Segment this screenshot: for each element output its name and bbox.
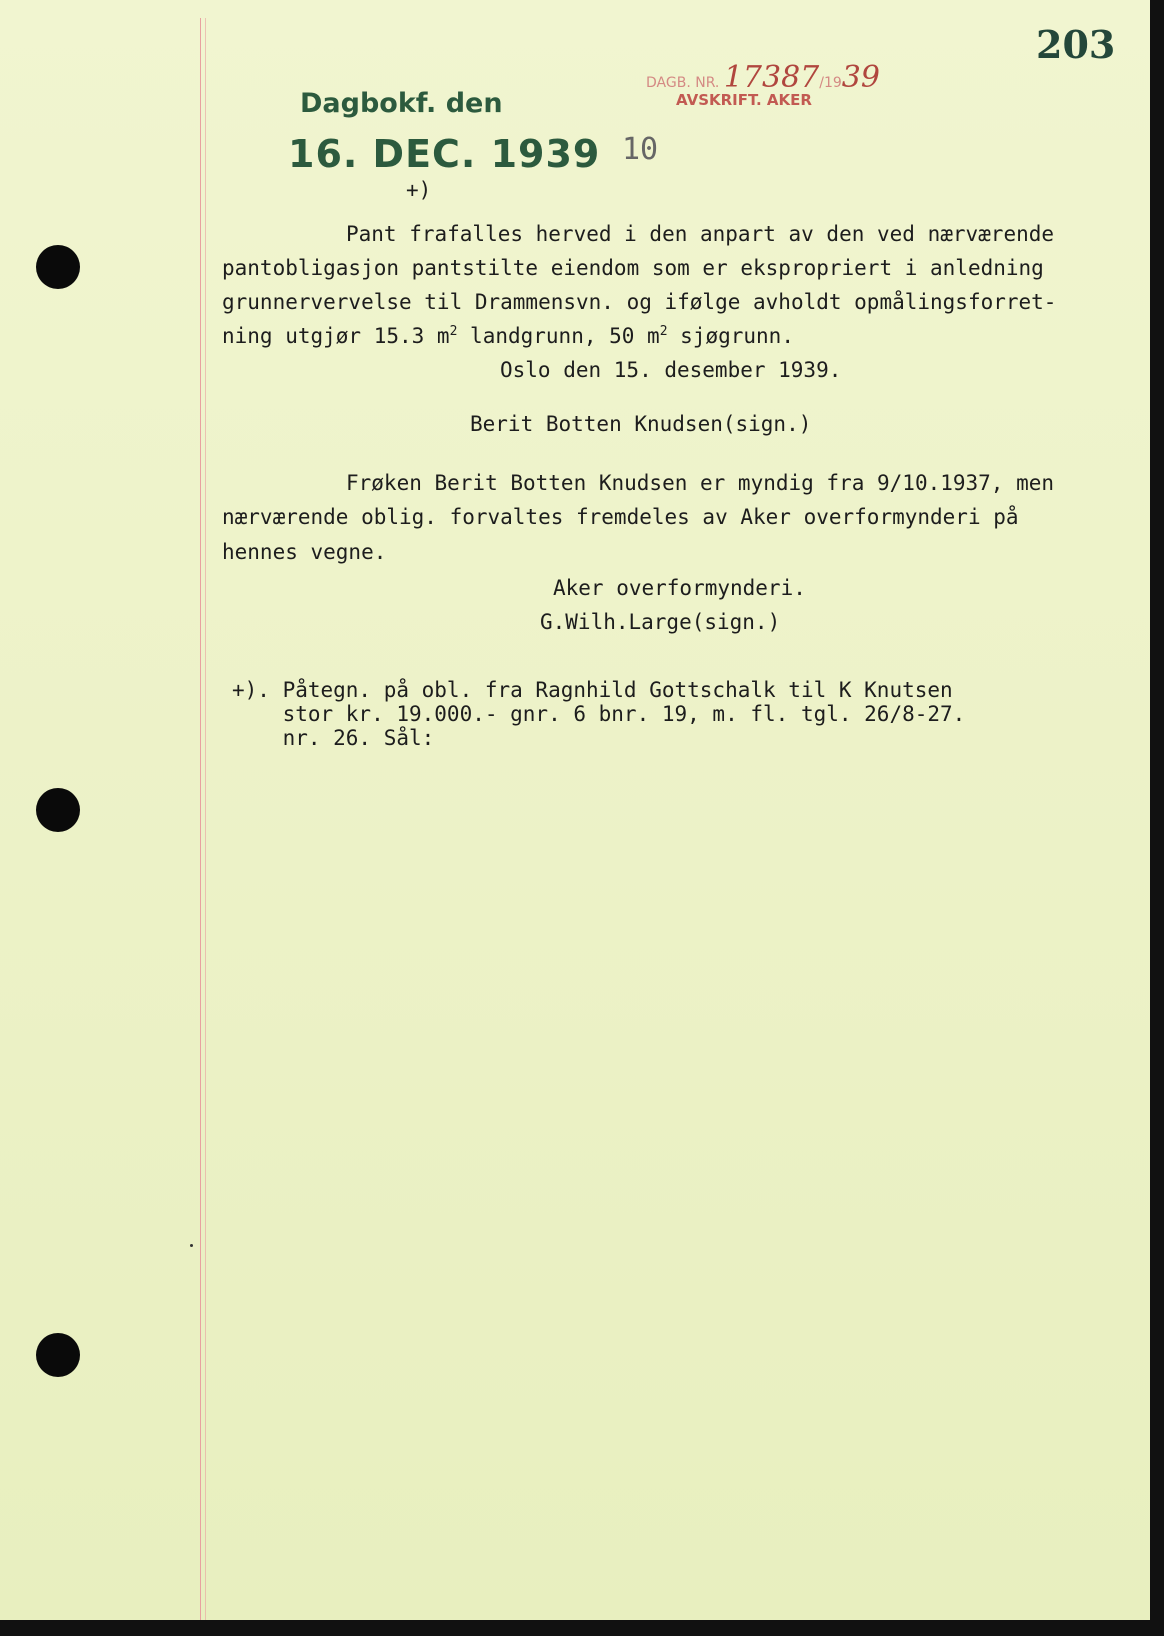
footnote-marker: +): [406, 178, 432, 202]
paragraph2-line3: hennes vegne.: [222, 540, 387, 564]
registered-stamp-label: Dagbokf. den: [300, 88, 503, 119]
place-date: Oslo den 15. desember 1939.: [500, 358, 842, 382]
superscript-two: 2: [659, 324, 668, 339]
paragraph1-line2: pantobligasjon pantstilte eiendom som er ekspropriert i anledning: [222, 256, 1044, 280]
number-mark: 10: [622, 132, 659, 167]
paragraph1-line1: Pant frafalles herved i den anpart av den ved nærværende: [346, 222, 1055, 246]
superscript-two: 2: [449, 324, 458, 339]
footnote-line3: nr. 26. Sål:: [232, 726, 435, 750]
footnote-line1: +). Påtegn. på obl. fra Ragnhild Gottschalk til K Knutsen: [232, 678, 953, 702]
dagb-nr-value: 17387: [723, 60, 820, 95]
paragraph1-line4-c: sjøgrunn.: [667, 324, 794, 348]
margin-line-secondary: [205, 18, 206, 1620]
paragraph2-line1: Frøken Berit Botten Knudsen er myndig fra 9/10.1937, men: [346, 471, 1055, 495]
authority-name: Aker overformynderi.: [553, 576, 806, 600]
dagb-year-prefix: /19: [819, 75, 842, 91]
punch-hole: [36, 245, 80, 289]
dagb-year-suffix: 39: [841, 60, 880, 95]
avskrift-stamp: AVSKRIFT. AKER: [676, 91, 812, 109]
signature-large: G.Wilh.Large(sign.): [540, 610, 781, 634]
paragraph1-line4-a: ning utgjør 15.3 m: [222, 324, 450, 348]
paragraph1-line4-b: landgrunn, 50 m: [457, 324, 660, 348]
paragraph2-line2: nærværende oblig. forvaltes fremdeles av Aker overformynderi på: [222, 505, 1019, 529]
footnote-line2: stor kr. 19.000.- gnr. 6 bnr. 19, m. fl. tgl. 26/8-27.: [232, 702, 966, 726]
signature-knudsen: Berit Botten Knudsen(sign.): [470, 412, 812, 436]
paragraph1-line4: [222, 324, 794, 348]
dagb-nr-label: DAGB. NR.: [646, 75, 720, 91]
speck: [190, 1244, 193, 1247]
paragraph1-line3: grunnervervelse til Drammensvn. og ifølge avholdt opmålingsforret-: [222, 290, 1057, 314]
margin-line: [200, 18, 201, 1620]
registered-stamp-date: 16. DEC. 1939: [288, 132, 601, 176]
punch-hole: [36, 788, 80, 832]
page-number: 203: [1036, 22, 1116, 67]
punch-hole: [36, 1333, 80, 1377]
